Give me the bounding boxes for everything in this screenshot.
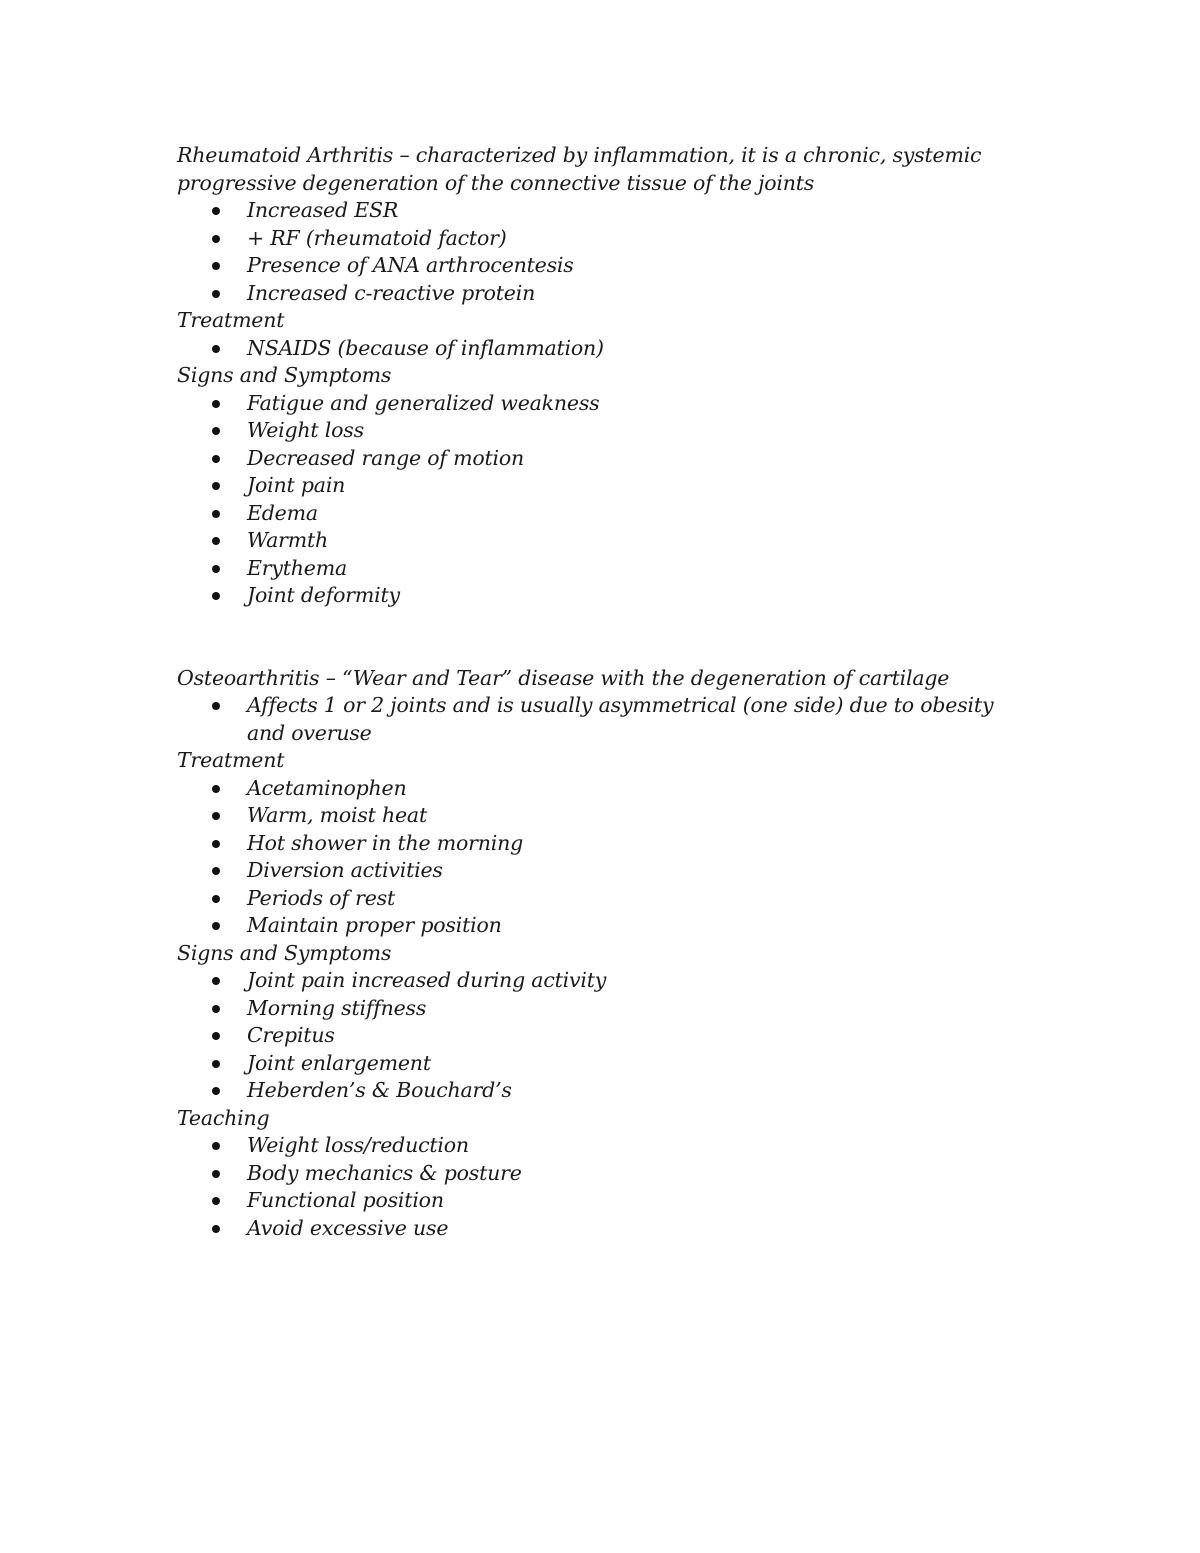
list-item-text: Fatigue and generalized weakness [247, 390, 600, 415]
list-item [177, 775, 1017, 803]
treatment-list [177, 775, 1017, 940]
list-item-text: Morning stiffness [247, 995, 427, 1020]
list-item-text: Joint pain increased during activity [247, 968, 607, 992]
list-item [177, 582, 1017, 610]
bullet-icon [212, 565, 220, 573]
list-item [177, 500, 1017, 528]
signs-list [177, 390, 1017, 610]
list-item [177, 527, 1017, 555]
list-item-text: Avoid excessive use [247, 1215, 449, 1240]
list-item [177, 1132, 1017, 1160]
section-rheumatoid-arthritis [177, 142, 1017, 610]
list-item [177, 1187, 1017, 1215]
list-item-text: Erythema [247, 555, 347, 580]
list-item-text: Crepitus [247, 1023, 335, 1047]
intro-list [177, 692, 1017, 747]
bullet-icon [212, 785, 220, 793]
group-heading-signs-and-symptoms: Signs and Symptoms [177, 940, 392, 965]
list-item-text: Joint enlargement [247, 1050, 431, 1075]
list-item [177, 885, 1017, 913]
group-heading-treatment: Treatment [177, 308, 285, 332]
list-item-text: Joint pain [247, 473, 346, 497]
list-item [177, 335, 1017, 363]
list-item [177, 197, 1017, 225]
bullet-icon [212, 922, 220, 930]
bullet-icon [212, 427, 220, 435]
list-item [177, 280, 1017, 308]
list-item-text: Presence of ANA arthrocentesis [247, 253, 574, 277]
list-item-text: Body mechanics & posture [247, 1160, 522, 1185]
list-item [177, 417, 1017, 445]
bullet-icon [212, 840, 220, 848]
bullet-icon [212, 537, 220, 545]
list-item-text: Weight loss/reduction [247, 1133, 469, 1157]
list-item-text: Increased ESR [247, 198, 399, 222]
bullet-icon [212, 867, 220, 875]
bullet-icon [212, 977, 220, 985]
bullet-icon [212, 1087, 220, 1095]
bullet-icon [212, 1142, 220, 1150]
list-item [177, 1050, 1017, 1078]
treatment-list [177, 335, 1017, 363]
bullet-icon [212, 345, 220, 353]
list-item-text: Joint deformity [247, 583, 400, 607]
bullet-icon [212, 1060, 220, 1068]
bullet-icon [212, 400, 220, 408]
list-item-text: + RF (rheumatoid factor) [247, 225, 507, 250]
intro-list [177, 197, 1017, 307]
list-item-text: Weight loss [247, 418, 364, 442]
bullet-icon [212, 1170, 220, 1178]
list-item [177, 1022, 1017, 1050]
bullet-icon [212, 702, 220, 710]
list-item-text: Acetaminophen [247, 775, 407, 800]
section-osteoarthritis [177, 665, 1017, 1243]
bullet-icon [212, 1032, 220, 1040]
bullet-icon [212, 1197, 220, 1205]
list-item [177, 802, 1017, 830]
list-item-text: Warmth [247, 528, 328, 552]
list-item-text: Periods of rest [247, 885, 395, 910]
bullet-icon [212, 1005, 220, 1013]
bullet-icon [212, 895, 220, 903]
list-item-text: Increased c-reactive protein [247, 280, 536, 305]
list-item-text: Maintain proper position [247, 913, 502, 937]
list-item-text: Decreased range of motion [247, 445, 525, 470]
list-item-text: Diversion activities [247, 858, 443, 882]
list-item [177, 1160, 1017, 1188]
teaching-list [177, 1132, 1017, 1242]
group-heading-signs-and-symptoms: Signs and Symptoms [177, 363, 392, 387]
bullet-icon [212, 510, 220, 518]
list-item [177, 225, 1017, 253]
list-item [177, 472, 1017, 500]
list-item-text: Heberden’s & Bouchard’s [247, 1078, 512, 1102]
bullet-icon [212, 290, 220, 298]
section-intro: Osteoarthritis – “Wear and Tear” disease with the degeneration of cartilage [177, 665, 950, 690]
section-intro: Rheumatoid Arthritis – characterized by inflammation, it is a chronic, systemic progressive degeneration of the connective tissue of the joints [177, 143, 982, 195]
list-item [177, 1077, 1017, 1105]
list-item [177, 555, 1017, 583]
list-item [177, 252, 1017, 280]
bullet-icon [212, 235, 220, 243]
bullet-icon [212, 592, 220, 600]
list-item [177, 857, 1017, 885]
list-item [177, 912, 1017, 940]
list-item-text: NSAIDS (because of inflammation) [247, 335, 604, 360]
bullet-icon [212, 262, 220, 270]
list-item [177, 692, 1017, 747]
list-item-text: Edema [247, 500, 318, 525]
list-item [177, 1215, 1017, 1243]
bullet-icon [212, 812, 220, 820]
bullet-icon [212, 1225, 220, 1233]
list-item [177, 830, 1017, 858]
list-item [177, 967, 1017, 995]
section-spacer [177, 610, 1017, 665]
group-heading-treatment: Treatment [177, 748, 285, 772]
list-item-text: Functional position [247, 1188, 444, 1212]
list-item [177, 445, 1017, 473]
signs-list [177, 967, 1017, 1105]
list-item-text: Affects 1 or 2 joints and is usually asymmetrical (one side) due to obesity and overuse [247, 693, 994, 745]
list-item [177, 390, 1017, 418]
bullet-icon [212, 207, 220, 215]
document-body [177, 142, 1017, 1242]
bullet-icon [212, 482, 220, 490]
list-item-text: Hot shower in the morning [247, 830, 524, 855]
group-heading-teaching: Teaching [177, 1105, 270, 1130]
list-item [177, 995, 1017, 1023]
bullet-icon [212, 455, 220, 463]
list-item-text: Warm, moist heat [247, 803, 427, 827]
